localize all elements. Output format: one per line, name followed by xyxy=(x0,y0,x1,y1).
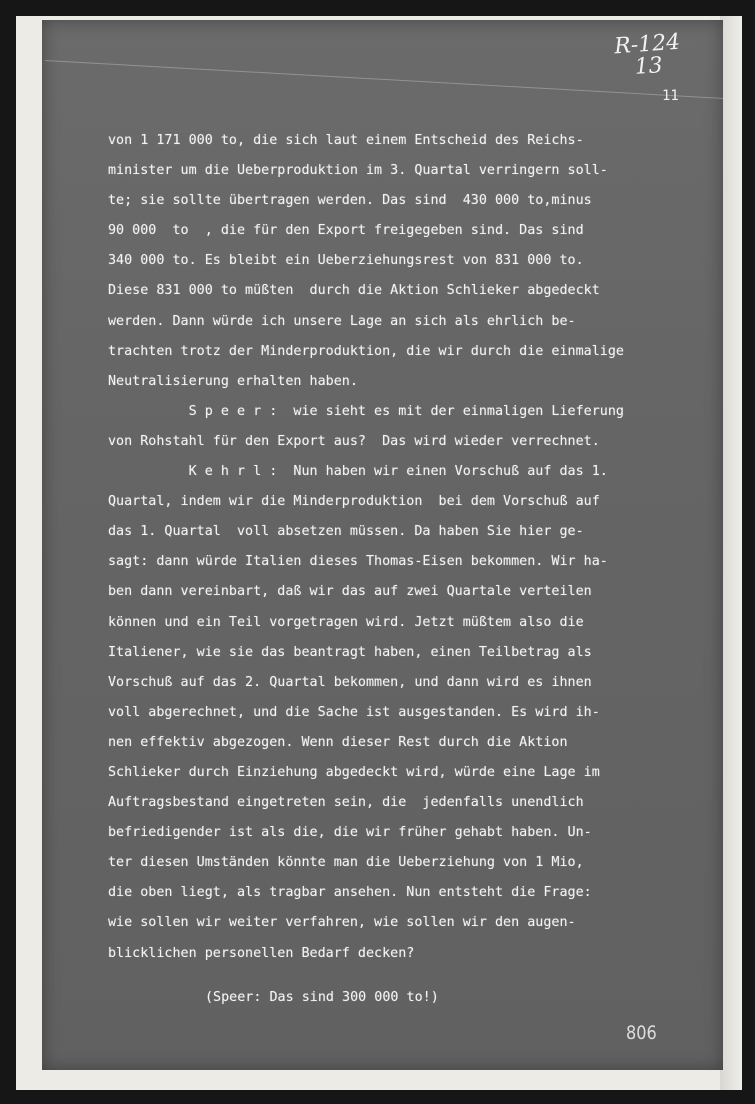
text-line: von 1 171 000 to, die sich laut einem Entscheid des Reichs- xyxy=(108,133,584,148)
text-line: Quartal, indem wir die Minderproduktion bei dem Vorschuß auf xyxy=(108,494,600,510)
text-line: von Rohstahl für den Export aus? Das wird wieder verrechnet. xyxy=(108,433,600,449)
text-line: 340 000 to. Es bleibt ein Ueberziehungsrest von 831 000 to. xyxy=(108,253,584,269)
text-line: trachten trotz der Minderproduktion, die wir durch die einmalige xyxy=(108,343,624,359)
text-line: Schlieker durch Einziehung abgedeckt wird, würde eine Lage im xyxy=(108,764,600,780)
text-line: minister um die Ueberproduktion im 3. Quartal verringern soll- xyxy=(108,163,608,179)
text-line: Neutralisierung erhalten haben. xyxy=(108,373,358,389)
text-line: befriedigender ist als die, die wir früher gehabt haben. Un- xyxy=(108,825,592,841)
text-line: werden. Dann würde ich unsere Lage an sich als ehrlich be- xyxy=(108,313,576,329)
text-line: das 1. Quartal voll absetzen müssen. Da haben Sie hier ge- xyxy=(108,524,584,540)
text-line: ben dann vereinbart, daß wir das auf zwei Quartale verteilen xyxy=(108,584,592,600)
text-line: Diese 831 000 to müßten durch die Aktion Schlieker abgedeckt xyxy=(108,283,600,299)
archive-reference-code: R-124 xyxy=(613,29,681,60)
archive-reference xyxy=(613,29,683,80)
text-line: wie sollen wir weiter verfahren, wie sollen wir den augen- xyxy=(108,915,576,931)
transcript-body xyxy=(108,133,728,976)
text-line: Vorschuß auf das 2. Quartal bekommen, und dann wird es ihnen xyxy=(108,674,592,690)
text-line: te; sie sollte übertragen werden. Das sind 430 000 to,minus xyxy=(108,193,592,209)
frame-number: 806 xyxy=(626,1022,657,1044)
closing-remark: (Speer: Das sind 300 000 to!) xyxy=(205,990,439,1005)
text-line: sagt: dann würde Italien dieses Thomas-Eisen bekommen. Wir ha- xyxy=(108,554,608,570)
text-line: blicklichen personellen Bedarf decken? xyxy=(108,945,415,961)
text-line: können und ein Teil vorgetragen wird. Jetzt müßtem also die xyxy=(108,614,584,630)
text-line: die oben liegt, als tragbar ansehen. Nun entsteht die Frage: xyxy=(108,885,592,901)
text-line: S p e e r : wie sieht es mit der einmaligen Lieferung xyxy=(108,403,624,419)
text-line: ter diesen Umständen könnte man die Ueberziehung von 1 Mio, xyxy=(108,855,584,871)
text-line: nen effektiv abgezogen. Wenn dieser Rest durch die Aktion xyxy=(108,734,568,750)
text-line: Auftragsbestand eingetreten sein, die jedenfalls unendlich xyxy=(108,795,584,811)
text-line: Italiener, wie sie das beantragt haben, einen Teilbetrag als xyxy=(108,644,592,660)
archive-reference-sub: 13 xyxy=(633,53,664,80)
text-line: 90 000 to , die für den Export freigegeben sind. Das sind xyxy=(108,223,584,239)
page-number: 11 xyxy=(662,88,679,104)
text-line: K e h r l : Nun haben wir einen Vorschuß auf das 1. xyxy=(108,464,608,480)
text-line: voll abgerechnet, und die Sache ist ausgestanden. Es wird ih- xyxy=(108,704,600,720)
